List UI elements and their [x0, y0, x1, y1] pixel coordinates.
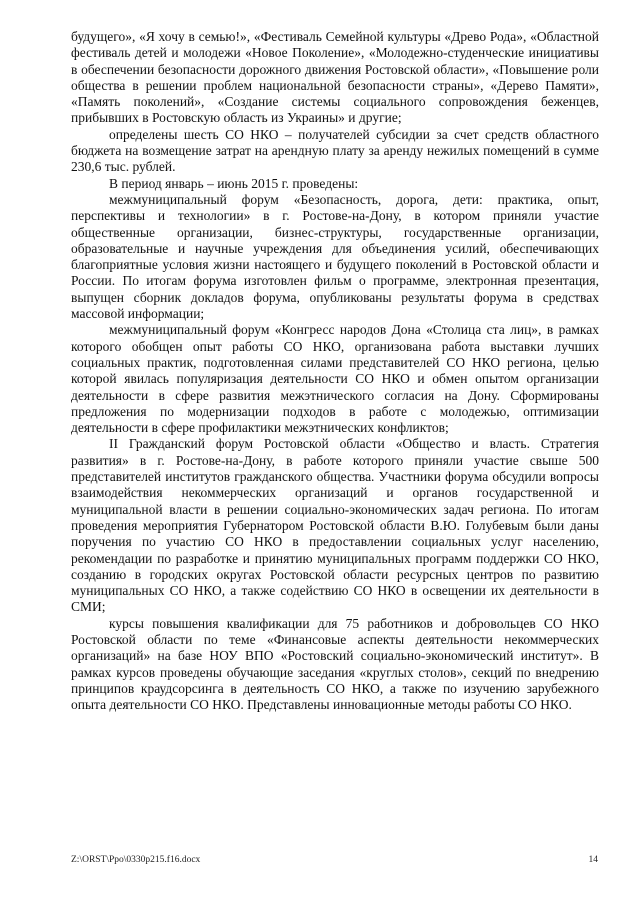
- paragraph-don-congress-forum: межмуниципальный форум «Конгресс народов Дона «Столица ста лиц», в рамках которого обобщен опыт работы СО НКО, организована работа выставки лучших социальных практик, подготовленная силами представителей СО НКО региона, целью которой явилась популяризация деятельности СО НКО и обмен опытом организации деятельности в сфере развития межэтнического согласия на Дону. Сформированы предложения по модернизации подходов в работе с молодежью, оптимизации деятельности в сфере профилактики межэтнических конфликтов;: [71, 322, 599, 436]
- paragraph-road-safety-forum: межмуниципальный форум «Безопасность, дорога, дети: практика, опыт, перспективы и технологии» в г. Ростове-на-Дону, в котором приняли участие общественные организации, бизнес-структуры, государственные организации, образовательные и научные учреждения для объединения усилий, обеспечивающих благоприятные условия жизни настоящего и будущего поколений в Ростовской области и России. По итогам форума изготовлен фильм о программе, электронная презентация, выпущен сборник докладов форума, опубликованы результаты форума в средствах массовой информации;: [71, 191, 599, 322]
- paragraph-period-intro: В период январь – июнь 2015 г. проведены:: [109, 175, 359, 191]
- paragraph-training-courses: курсы повышения квалификации для 75 работников и добровольцев СО НКО Ростовской области по теме «Финансовые аспекты деятельности некоммерческих организаций» на базе НОУ ВПО «Ростовский социально-экономический институт». В рамках курсов проведены обучающие заседания «круглых столов», секций по внедрению принципов краудсорсинга в деятельность СО НКО, а также по изучению зарубежного опыта деятельности СО НКО. Представлены инновационные методы работы СО НКО.: [71, 615, 599, 713]
- footer-page-number: 14: [588, 855, 598, 865]
- paragraph-subsidies: определены шесть СО НКО – получателей субсидии за счет средств областного бюджета на возмещение затрат на арендную плату за аренду нежилых помещений в сумме 230,6 тыс. рублей.: [71, 126, 599, 175]
- footer-file-path: Z:\ORST\Ppo\0330p215.f16.docx: [71, 855, 201, 865]
- document-body: [71, 29, 599, 713]
- paragraph-civil-forum: II Гражданский форум Ростовской области «Общество и власть. Стратегия развития» в г. Ростове-на-Дону, в работе которого приняли участие свыше 500 представителей институтов гражданского общества. Участники форума обсудили вопросы взаимодействия некоммерческих организаций и органов государственной и муниципальной власти в решении социально-экономических задач региона. По итогам проведения мероприятия Губернатором Ростовской области В.Ю. Голубевым были даны поручения по участию СО НКО в предоставлении социальных услуг населению, рекомендации по разработке и принятию муниципальных программ поддержки СО НКО, созданию в городских округах Ростовской области ресурсных центров по развитию муниципальных СО НКО, а также содействию СО НКО в освещении их деятельности в СМИ;: [71, 436, 599, 615]
- paragraph-events-list: будущего», «Я хочу в семью!», «Фестиваль Семейной культуры «Древо Рода», «Областной фестиваль детей и молодежи «Новое Поколение», «Молодежно-студенческие инициативы в обеспечении безопасности дорожного движения Ростовской области», «Повышение роли общества в решении проблем национальной безопасности страны», «Дерево Памяти», «Память поколений», «Создание системы социального сопровождения беженцев, прибывших в Ростовскую область из Украины» и другие;: [71, 29, 599, 126]
